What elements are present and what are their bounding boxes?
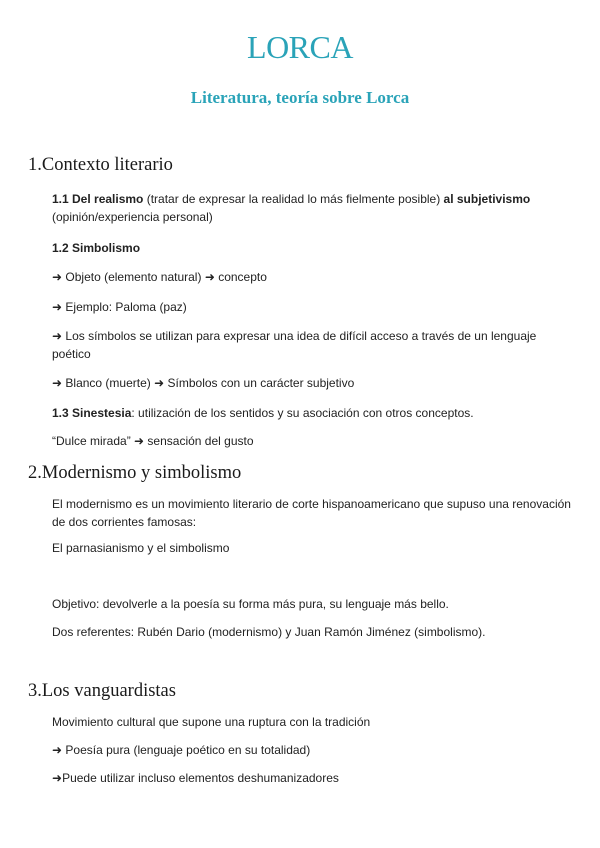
objeto-text: Objeto (elemento natural) bbox=[62, 270, 205, 284]
concepto-text: concepto bbox=[214, 270, 267, 284]
paragraph-parnasianismo: El parnasianismo y el simbolismo bbox=[52, 541, 230, 555]
arrow-icon: ➜ bbox=[52, 270, 63, 284]
arrow-icon: ➜ bbox=[52, 329, 63, 343]
document-title: LORCA bbox=[247, 29, 353, 65]
arrow-icon: ➜ bbox=[134, 434, 145, 448]
line-ejemplo bbox=[52, 298, 572, 316]
line-dulce-mirada bbox=[52, 432, 572, 450]
document-subtitle: Literatura, teoría sobre Lorca bbox=[190, 88, 410, 107]
simbolismo-label bbox=[52, 239, 572, 257]
arrow-icon: ➜ bbox=[52, 300, 63, 314]
arrow-icon: ➜ bbox=[204, 270, 215, 284]
realismo-text-2: (opinión/experiencia personal) bbox=[52, 210, 213, 224]
paragraph-realismo bbox=[52, 190, 572, 226]
arrow-icon: ➜ bbox=[52, 771, 63, 785]
paragraph-modernismo: El modernismo es un movimiento literario de corte hispanoamericano que supuso una renovación de dos corrientes famosas: bbox=[52, 497, 571, 529]
subjetivo-text: Símbolos con un carácter subjetivo bbox=[164, 376, 355, 390]
sinestesia-label: 1.3 Sinestesia bbox=[52, 406, 132, 420]
line-sinestesia bbox=[52, 404, 572, 422]
line-blanco bbox=[52, 374, 572, 392]
gusto-text: sensación del gusto bbox=[144, 434, 254, 448]
paragraph-referentes: Dos referentes: Rubén Dario (modernismo) y Juan Ramón Jiménez (simbolismo). bbox=[52, 625, 486, 639]
line-objeto bbox=[52, 268, 572, 286]
arrow-icon: ➜ bbox=[52, 743, 63, 757]
poesia-pura-text: Poesía pura (lenguaje poético en su totalidad) bbox=[62, 743, 311, 757]
deshumanizadores-text: Puede utilizar incluso elementos deshumanizadores bbox=[62, 771, 339, 785]
simbolos-text: Los símbolos se utilizan para expresar una idea de difícil acceso a través de un lenguaje poético bbox=[52, 329, 537, 361]
paragraph-movimiento: Movimiento cultural que supone una ruptura con la tradición bbox=[52, 715, 371, 729]
line-simbolos bbox=[52, 327, 572, 363]
realismo-label: 1.1 Del realismo bbox=[52, 192, 144, 206]
line-deshumanizadores bbox=[52, 769, 572, 787]
arrow-icon: ➜ bbox=[154, 376, 165, 390]
simbolismo-label-text: 1.2 Simbolismo bbox=[52, 241, 141, 255]
line-poesia-pura bbox=[52, 741, 572, 759]
section-heading-vanguardistas: 3.Los vanguardistas bbox=[28, 681, 176, 701]
subjetivismo-label: al subjetivismo bbox=[443, 192, 531, 206]
sinestesia-text: : utilización de los sentidos y su asociación con otros conceptos. bbox=[131, 406, 474, 420]
blanco-text: Blanco (muerte) bbox=[62, 376, 155, 390]
realismo-text: (tratar de expresar la realidad lo más fielmente posible) bbox=[143, 192, 444, 206]
section-heading-modernismo: 2.Modernismo y simbolismo bbox=[28, 463, 242, 483]
dulce-text: “Dulce mirada” bbox=[52, 434, 135, 448]
ejemplo-text: Ejemplo: Paloma (paz) bbox=[62, 300, 187, 314]
paragraph-objetivo: Objetivo: devolverle a la poesía su forma más pura, su lenguaje más bello. bbox=[52, 597, 449, 611]
section-heading-contexto: 1.Contexto literario bbox=[28, 155, 173, 175]
arrow-icon: ➜ bbox=[52, 376, 63, 390]
